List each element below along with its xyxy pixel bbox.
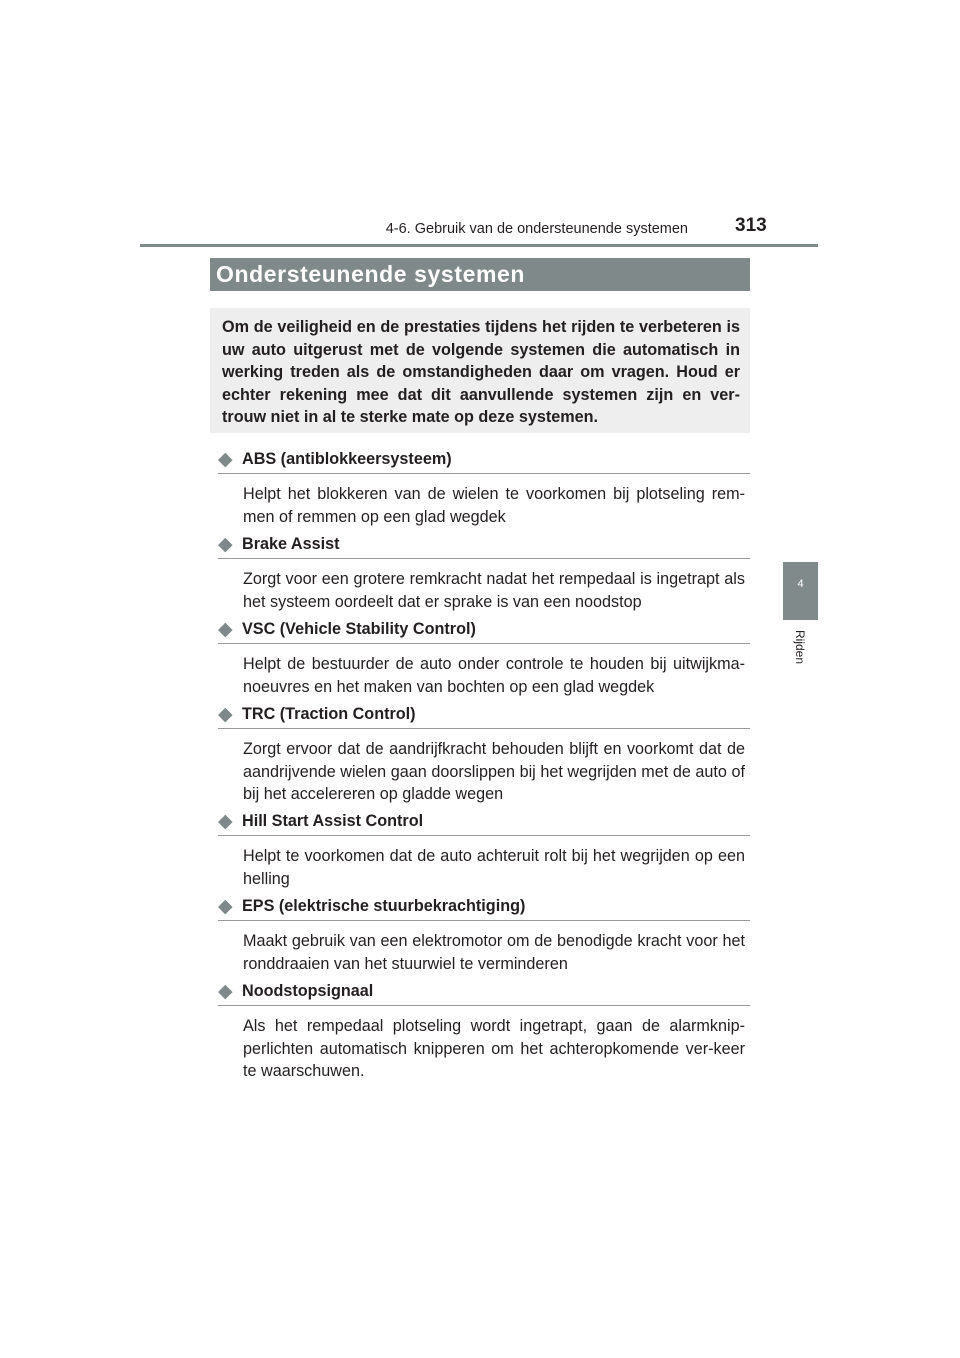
diamond-bullet-icon: ◆ <box>218 449 233 470</box>
item-heading <box>218 981 750 1006</box>
section-title-bar <box>210 258 750 291</box>
item-title: VSC (Vehicle Stability Control) <box>242 620 476 638</box>
diamond-bullet-icon: ◆ <box>218 534 233 555</box>
list-item <box>218 449 750 528</box>
item-heading <box>218 704 750 729</box>
item-text: Helpt het blokkeren van de wielen te voorkomen bij plotseling rem-men of remmen op een glad wegdek <box>243 485 745 526</box>
chapter-label <box>781 628 819 678</box>
item-text: Als het rempedaal plotseling wordt ingetrapt, gaan de alarmknip-perlichten automatisch knipperen om het achteropkomende ver-keer te waarschuwen. <box>243 1017 745 1080</box>
header-divider <box>140 244 818 247</box>
item-title: Noodstopsignaal <box>242 982 374 1000</box>
intro-text: Om de veiligheid en de prestaties tijdens het rijden te verbeteren is uw auto uitgerust met de volgende systemen die automatisch in werking treden als de omstandigheden daar om vragen. Houd er echter rekening mee dat dit aanvullende systemen zijn en ver-trouw niet in al te sterke mate op deze systemen. <box>222 318 740 426</box>
page-number: 313 <box>735 215 767 236</box>
chapter-number: 4 <box>797 578 804 590</box>
list-item <box>218 896 750 975</box>
item-text: Zorgt voor een grotere remkracht nadat het rempedaal is ingetrapt als het systeem oordeelt dat er sprake is van een noodstop <box>243 570 745 611</box>
running-header: 4-6. Gebruik van de ondersteunende systemen <box>385 221 688 237</box>
item-heading <box>218 896 750 921</box>
diamond-bullet-icon: ◆ <box>218 896 233 917</box>
item-title: Brake Assist <box>242 535 340 553</box>
item-heading <box>218 619 750 644</box>
item-title: ABS (antiblokkeersysteem) <box>242 450 452 468</box>
item-title: TRC (Traction Control) <box>242 705 416 723</box>
item-text: Zorgt ervoor dat de aandrijfkracht behouden blijft en voorkomt dat de aandrijvende wielen gaan doorslippen bij het wegrijden met de auto of bij het accelereren op gladde wegen <box>243 740 745 803</box>
diamond-bullet-icon: ◆ <box>218 704 233 725</box>
chapter-tab <box>783 562 818 620</box>
item-heading <box>218 534 750 559</box>
list-item <box>218 811 750 890</box>
section-title: Ondersteunende systemen <box>216 261 526 287</box>
diamond-bullet-icon: ◆ <box>218 619 233 640</box>
item-text: Maakt gebruik van een elektromotor om de benodigde kracht voor het ronddraaien van het stuurwiel te verminderen <box>243 932 745 973</box>
intro-box <box>210 308 750 433</box>
list-item <box>218 619 750 698</box>
item-text: Helpt de bestuurder de auto onder controle te houden bij uitwijkma-noeuvres en het maken van bochten op een glad wegdek <box>243 655 745 696</box>
item-heading <box>218 449 750 474</box>
list-item <box>218 534 750 613</box>
item-heading <box>218 811 750 836</box>
item-text: Helpt te voorkomen dat de auto achteruit rolt bij het wegrijden op een helling <box>243 847 745 888</box>
diamond-bullet-icon: ◆ <box>218 811 233 832</box>
list-item <box>218 704 750 806</box>
chapter-label-text: Rijden <box>793 630 807 665</box>
item-title: Hill Start Assist Control <box>242 812 424 830</box>
list-item <box>218 981 750 1083</box>
item-title: EPS (elektrische stuurbekrachtiging) <box>242 897 526 915</box>
diamond-bullet-icon: ◆ <box>218 981 233 1002</box>
